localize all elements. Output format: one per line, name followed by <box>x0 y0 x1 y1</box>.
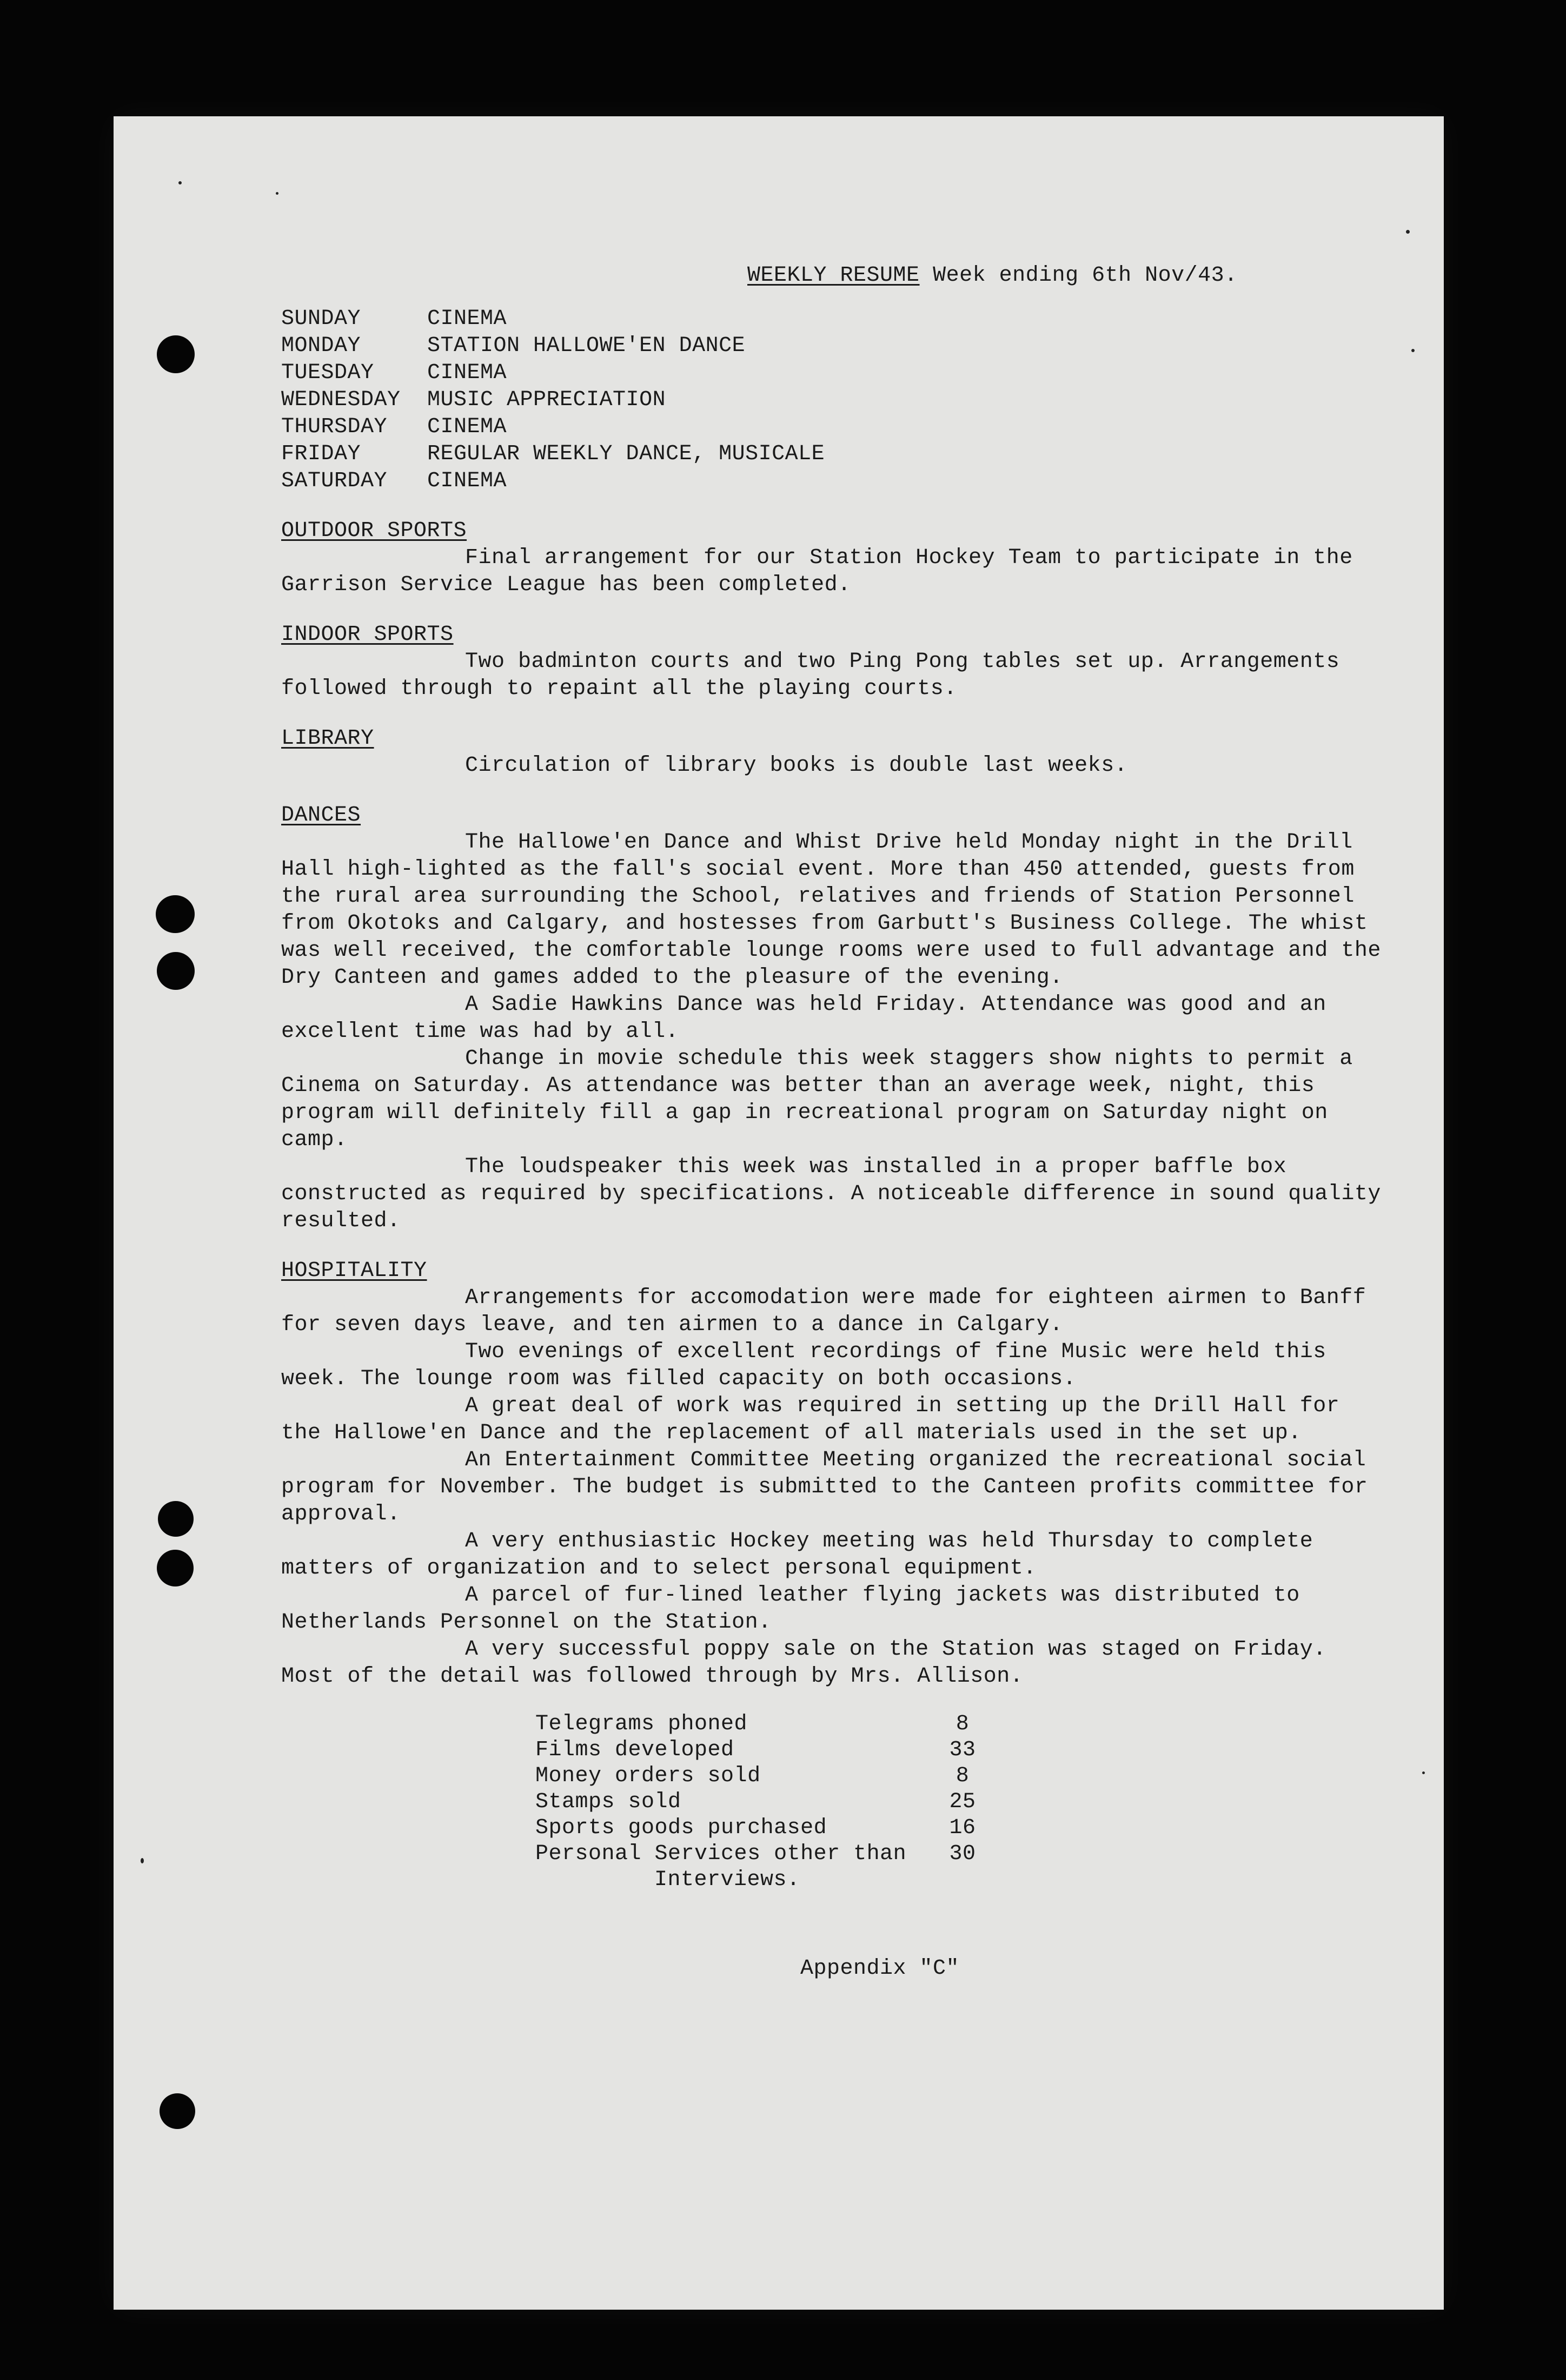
stats-value: 33 <box>949 1738 976 1762</box>
stats-row <box>535 1841 1022 1867</box>
stats-label: Films developed <box>535 1738 734 1762</box>
stats-label: Telegrams phoned <box>535 1712 748 1736</box>
stats-value: 8 <box>955 1712 970 1736</box>
section-paragraph: Circulation of library books is double last weeks. <box>465 753 1128 778</box>
speck <box>141 1858 144 1863</box>
stats-label: Personal Services other than <box>535 1842 907 1866</box>
section-paragraph: Arrangements for accomodation were made for eighteen airmen to Banff for seven days leave, and ten airmen to a dance in Calgary. <box>281 1286 1379 1337</box>
schedule-day: SUNDAY <box>281 307 361 331</box>
section-outdoor-sports <box>281 518 1390 599</box>
stats-label: Stamps sold <box>535 1790 681 1814</box>
stats-value: 25 <box>949 1790 976 1814</box>
punch-hole <box>158 1501 194 1537</box>
section-hospitality <box>281 1258 1390 1690</box>
schedule-event: CINEMA <box>427 307 507 331</box>
schedule-event: STATION HALLOWE'EN DANCE <box>427 334 746 358</box>
punch-hole <box>157 335 195 373</box>
document-subtitle: Week ending 6th Nov/43. <box>933 263 1238 288</box>
section-heading: LIBRARY <box>281 726 374 751</box>
stats-value: 30 <box>949 1842 976 1866</box>
stats-label: Sports goods purchased <box>535 1816 827 1840</box>
document-page <box>114 116 1444 2310</box>
section-paragraph: The Hallowe'en Dance and Whist Drive held Monday night in the Drill Hall high-lighted as the fall's social event. More than 450 attended, guests from the rural area surrounding the School, relatives and friends of Station Personnel from Okotoks and Calgary, and hostesses from Garbutt's Business College. The whist was well received, the comfortable lounge rooms were used to full advantage and the Dry Canteen and games added to the pleasure of the evening. <box>281 830 1395 990</box>
section-indoor-sports <box>281 622 1390 703</box>
stats-row <box>535 1789 1022 1815</box>
appendix-label: Appendix "C" <box>800 1956 960 1981</box>
schedule-day: WEDNESDAY <box>281 388 401 412</box>
stats-row <box>535 1737 1022 1763</box>
stats-table <box>535 1711 1022 1893</box>
speck <box>1422 1771 1425 1774</box>
schedule-day: FRIDAY <box>281 442 361 466</box>
schedule-row <box>281 360 1390 387</box>
speck <box>276 192 278 195</box>
schedule-event: CINEMA <box>427 415 507 439</box>
stats-value: 8 <box>955 1764 970 1788</box>
schedule-event: MUSIC APPRECIATION <box>427 388 666 412</box>
schedule-row <box>281 468 1390 495</box>
section-heading: DANCES <box>281 803 361 828</box>
schedule-row <box>281 306 1390 333</box>
section-paragraph: A very successful poppy sale on the Station was staged on Friday. Most of the detail was followed through by Mrs. Allison. <box>281 1637 1340 1689</box>
section-paragraph: Two badminton courts and two Ping Pong tables set up. Arrangements followed through to repaint all the playing courts. <box>281 650 1353 701</box>
section-paragraph: The loudspeaker this week was installed in a proper baffle box constructed as required by specifications. A noticeable difference in sound quality resulted. <box>281 1155 1395 1233</box>
section-paragraph: A parcel of fur-lined leather flying jackets was distributed to Netherlands Personnel on the Station. <box>281 1583 1313 1635</box>
stats-row <box>535 1711 1022 1737</box>
stats-row <box>535 1815 1022 1841</box>
section-heading: HOSPITALITY <box>281 1259 427 1283</box>
schedule-day: TUESDAY <box>281 361 374 385</box>
schedule-row <box>281 387 1390 414</box>
punch-hole <box>156 895 195 933</box>
schedule-day: SATURDAY <box>281 469 388 493</box>
document-title: WEEKLY RESUME <box>747 263 920 288</box>
section-paragraph: A great deal of work was required in setting up the Drill Hall for the Hallowe'en Dance and the replacement of all materials used in the set up. <box>281 1394 1353 1445</box>
section-heading: INDOOR SPORTS <box>281 623 454 647</box>
section-dances <box>281 802 1395 1235</box>
schedule-day: THURSDAY <box>281 415 388 439</box>
stats-continuation: Interviews. <box>654 1868 800 1892</box>
stats-label: Money orders sold <box>535 1764 761 1788</box>
section-paragraph: A Sadie Hawkins Dance was held Friday. Attendance was good and an excellent time was had by all. <box>281 993 1340 1044</box>
section-paragraph: Final arrangement for our Station Hockey Team to participate in the Garrison Service League has been completed. <box>281 546 1366 597</box>
speck <box>1406 230 1410 234</box>
schedule-row <box>281 414 1390 441</box>
punch-hole <box>157 1550 194 1586</box>
section-library <box>281 725 1390 779</box>
section-paragraph: Change in movie schedule this week staggers show nights to permit a Cinema on Saturday. As attendance was better than an average week, night, this program will definitely fill a gap in recreational program on Saturday night on camp. <box>281 1047 1366 1152</box>
document-body <box>281 262 1395 1982</box>
weekly-schedule <box>281 306 1390 495</box>
title-line <box>281 262 1390 289</box>
stats-value: 16 <box>949 1816 976 1840</box>
schedule-event: CINEMA <box>427 361 507 385</box>
section-paragraph: An Entertainment Committee Meeting organized the recreational social program for November. The budget is submitted to the Canteen profits committee for approval. <box>281 1448 1381 1526</box>
schedule-event: REGULAR WEEKLY DANCE, MUSICALE <box>427 442 825 466</box>
schedule-event: CINEMA <box>427 469 507 493</box>
section-heading: OUTDOOR SPORTS <box>281 519 467 543</box>
schedule-day: MONDAY <box>281 334 361 358</box>
section-paragraph: Two evenings of excellent recordings of fine Music were held this week. The lounge room was filled capacity on both occasions. <box>281 1340 1340 1391</box>
speck <box>1411 349 1415 352</box>
section-paragraph: A very enthusiastic Hockey meeting was held Thursday to complete matters of organization and to select personal equipment. <box>281 1529 1326 1581</box>
schedule-row <box>281 333 1390 360</box>
punch-hole <box>157 952 195 990</box>
punch-hole <box>160 2093 195 2129</box>
stats-row <box>535 1763 1022 1789</box>
schedule-row <box>281 441 1390 468</box>
speck <box>178 181 182 184</box>
